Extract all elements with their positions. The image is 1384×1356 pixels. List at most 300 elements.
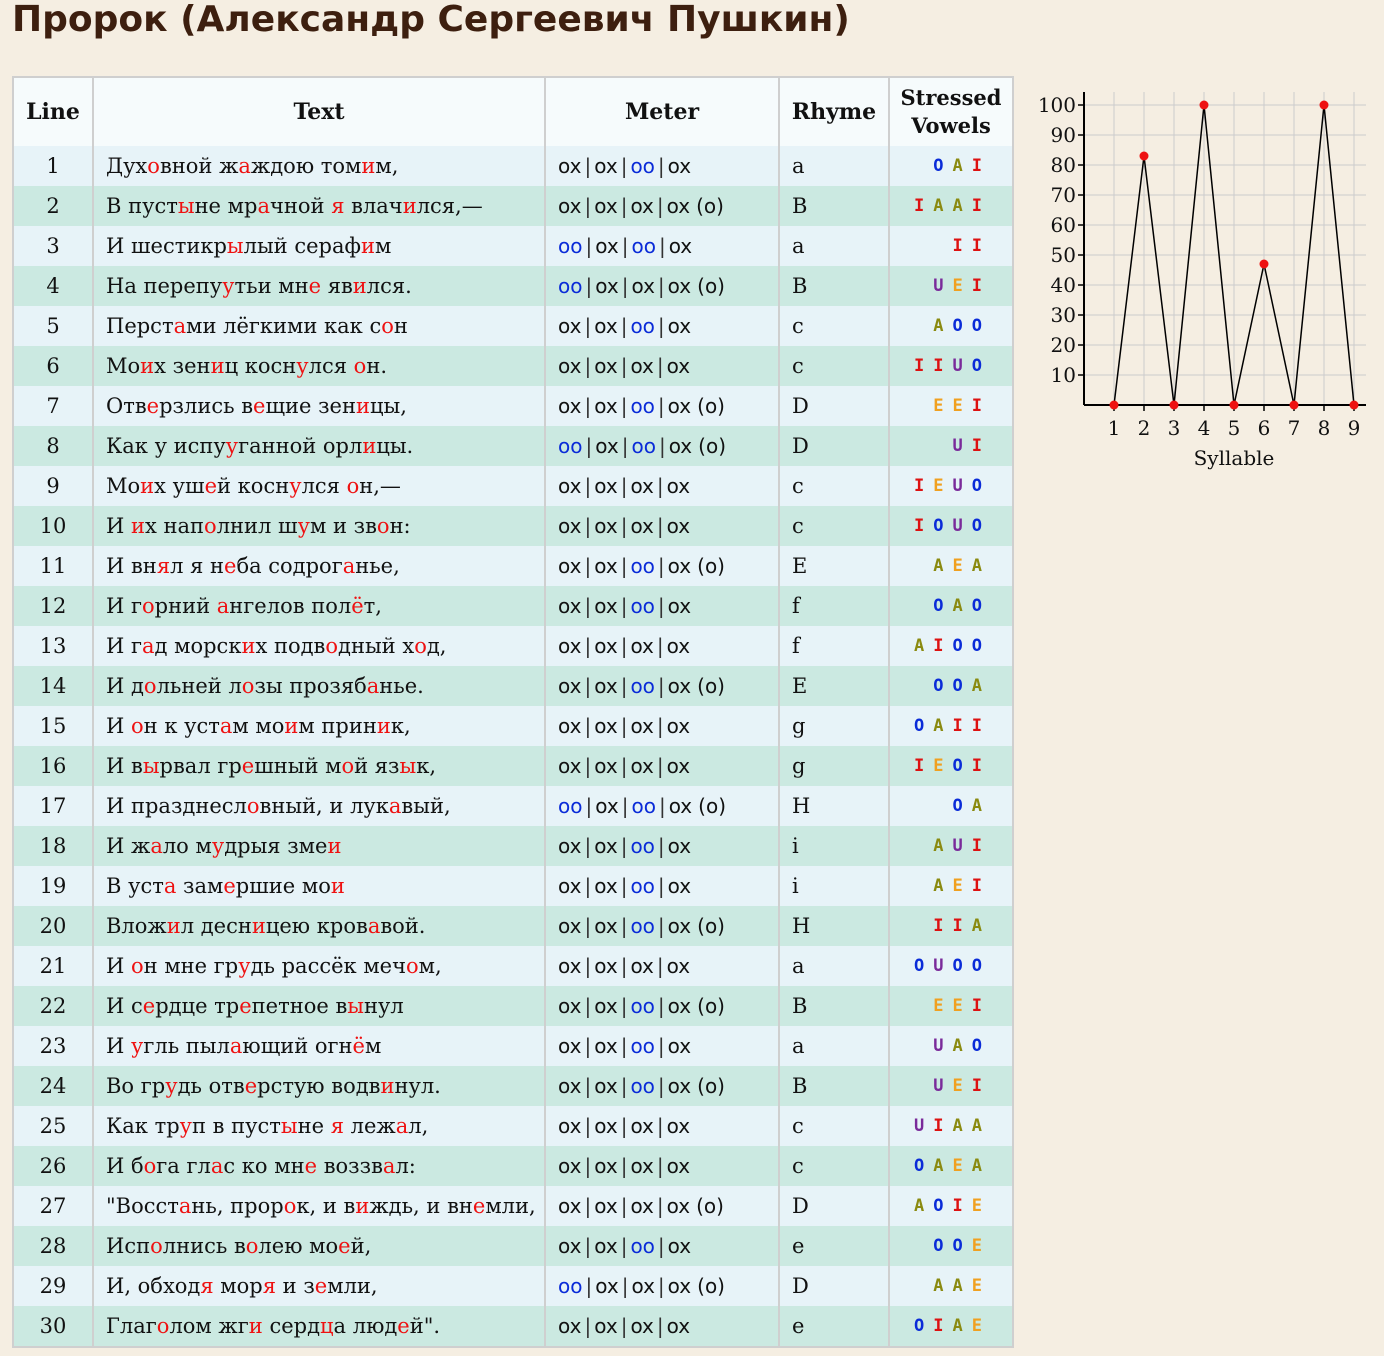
meter-foot: (o) bbox=[697, 914, 725, 938]
verse-text-cell bbox=[93, 706, 545, 746]
stressed-vowel-tag: A bbox=[952, 1316, 963, 1336]
text-segment: мор bbox=[213, 1274, 263, 1298]
text-segment: х зен bbox=[154, 354, 211, 378]
stressed-vowel-tag: A bbox=[971, 556, 982, 576]
text-segment: д морск bbox=[154, 634, 242, 658]
text-segment: к, bbox=[416, 754, 437, 778]
foot-separator: | bbox=[584, 474, 592, 498]
stressed-vowels-cell bbox=[889, 466, 1013, 506]
foot-separator: | bbox=[620, 994, 628, 1018]
stressed-vowel: и bbox=[284, 714, 299, 738]
text-segment: н: bbox=[389, 514, 411, 538]
data-point bbox=[1230, 401, 1239, 410]
stressed-vowel: ы bbox=[399, 754, 417, 778]
table-row bbox=[13, 986, 1013, 1026]
analysis-table bbox=[12, 76, 1014, 1348]
text-segment: м bbox=[364, 1034, 382, 1058]
text-segment: И bbox=[106, 1034, 131, 1058]
meter-foot: ox bbox=[594, 874, 618, 898]
meter-foot: ox bbox=[594, 154, 618, 178]
data-point bbox=[1170, 401, 1179, 410]
stressed-vowels-cell bbox=[889, 866, 1013, 906]
meter-foot: oo bbox=[630, 594, 655, 618]
text-segment: И шестикр bbox=[106, 234, 227, 258]
meter-cell bbox=[545, 1026, 779, 1066]
header-line: Line bbox=[13, 77, 93, 146]
stressed-vowel: я bbox=[330, 1114, 344, 1138]
text-segment: х подв bbox=[255, 634, 326, 658]
foot-separator: | bbox=[584, 194, 592, 218]
foot-separator: | bbox=[584, 154, 592, 178]
table-row bbox=[13, 426, 1013, 466]
text-segment: лся,— bbox=[416, 194, 483, 218]
stressed-vowel-tag: I bbox=[971, 236, 982, 256]
text-segment: н к уст bbox=[143, 714, 220, 738]
foot-separator: | bbox=[585, 434, 593, 458]
verse-text-cell bbox=[93, 666, 545, 706]
table-row bbox=[13, 346, 1013, 386]
verse-text-cell bbox=[93, 226, 545, 266]
text-segment: лся bbox=[308, 354, 354, 378]
meter-foot: ox bbox=[630, 1194, 654, 1218]
meter-foot: ox bbox=[630, 1314, 654, 1338]
stressed-vowels-cell bbox=[889, 1106, 1013, 1146]
stressed-vowel: е bbox=[204, 474, 217, 498]
meter-foot: ox bbox=[558, 474, 582, 498]
stressed-vowel-tag: U bbox=[933, 956, 944, 976]
meter-foot: ox bbox=[594, 1234, 618, 1258]
foot-separator: | bbox=[656, 1314, 664, 1338]
table-row bbox=[13, 1066, 1013, 1106]
data-point bbox=[1320, 101, 1329, 110]
text-segment: л десн bbox=[180, 914, 252, 938]
stressed-vowel-tag: E bbox=[971, 1236, 982, 1256]
verse-text-cell bbox=[93, 1066, 545, 1106]
verse-text-cell bbox=[93, 1106, 545, 1146]
stressed-vowel: а bbox=[395, 1114, 409, 1138]
meter-foot: ox bbox=[666, 1114, 691, 1138]
stressed-vowel-tag: O bbox=[933, 1196, 944, 1216]
text-segment: Глаг bbox=[106, 1314, 157, 1338]
stressed-vowel: е bbox=[146, 394, 160, 418]
stressed-vowel: о bbox=[131, 954, 144, 978]
stressed-vowel-tag: I bbox=[933, 1316, 944, 1336]
stressed-vowel-tag: A bbox=[933, 196, 944, 216]
y-tick-label: 90 bbox=[1050, 123, 1076, 147]
meter-foot: ox bbox=[594, 1074, 618, 1098]
stressed-vowel-tag: O bbox=[971, 356, 982, 376]
line-number-cell: 20 bbox=[13, 906, 93, 946]
text-segment: не мр bbox=[194, 194, 258, 218]
stressed-vowel: ё bbox=[352, 1034, 365, 1058]
text-segment: с ко мн bbox=[223, 1154, 305, 1178]
foot-separator: | bbox=[620, 1154, 628, 1178]
verse-text-cell bbox=[93, 1146, 545, 1186]
text-segment: цею кров bbox=[265, 914, 368, 938]
text-segment: й, bbox=[350, 1234, 372, 1258]
rhyme-cell: g bbox=[779, 706, 889, 746]
stressed-vowel-tag: A bbox=[952, 156, 963, 176]
foot-separator: | bbox=[585, 274, 593, 298]
stressed-vowel: у bbox=[211, 834, 225, 858]
table-row bbox=[13, 1266, 1013, 1306]
verse-text-cell bbox=[93, 1186, 545, 1226]
foot-separator: | bbox=[584, 514, 592, 538]
meter-foot: ox bbox=[594, 834, 618, 858]
verse-text-cell bbox=[93, 306, 545, 346]
stressed-vowel-tag: A bbox=[933, 556, 944, 576]
text-segment: гль пыл bbox=[143, 1034, 230, 1058]
stressed-vowel: о bbox=[341, 754, 355, 778]
meter-foot: ox bbox=[666, 514, 691, 538]
text-segment: лся bbox=[301, 474, 347, 498]
stressed-vowel: у bbox=[165, 1074, 178, 1098]
stressed-vowel: о bbox=[131, 714, 144, 738]
meter-cell bbox=[545, 1306, 779, 1347]
foot-separator: | bbox=[657, 274, 665, 298]
meter-cell bbox=[545, 186, 779, 226]
rhyme-cell: D bbox=[779, 1266, 889, 1306]
header-rhyme: Rhyme bbox=[779, 77, 889, 146]
table-row bbox=[13, 866, 1013, 906]
stressed-vowels-cell bbox=[889, 186, 1013, 226]
meter-cell bbox=[545, 1146, 779, 1186]
stressed-vowel-tag: A bbox=[971, 796, 982, 816]
x-tick-label: 4 bbox=[1197, 416, 1211, 440]
stressed-vowel: и bbox=[210, 354, 225, 378]
foot-separator: | bbox=[657, 674, 665, 698]
meter-foot: ox bbox=[558, 594, 582, 618]
rhyme-cell: c bbox=[779, 506, 889, 546]
foot-separator: | bbox=[584, 754, 592, 778]
meter-foot: (o) bbox=[697, 554, 725, 578]
text-segment: Как тр bbox=[106, 1114, 180, 1138]
stressed-vowels-cell bbox=[889, 986, 1013, 1026]
stressed-vowel-tag: O bbox=[971, 1036, 982, 1056]
foot-separator: | bbox=[620, 1194, 628, 1218]
x-tick-label: 6 bbox=[1257, 416, 1271, 440]
stressed-vowel-tag: U bbox=[952, 476, 963, 496]
stressed-vowel: о bbox=[405, 954, 419, 978]
stressed-vowels-cell bbox=[889, 706, 1013, 746]
stressed-vowel: и bbox=[352, 274, 367, 298]
text-segment: нул. bbox=[394, 1074, 441, 1098]
stressed-vowel: о bbox=[381, 314, 394, 338]
stressed-vowel-tag: I bbox=[933, 356, 944, 376]
meter-foot: ox bbox=[558, 714, 582, 738]
meter-foot: ox bbox=[667, 1234, 692, 1258]
meter-cell bbox=[545, 826, 779, 866]
stressed-vowel-tag: U bbox=[914, 1116, 925, 1136]
line-number-cell: 15 bbox=[13, 706, 93, 746]
stressed-vowel: и bbox=[241, 634, 256, 658]
foot-separator: | bbox=[620, 154, 628, 178]
foot-separator: | bbox=[620, 754, 628, 778]
text-segment: лый сераф bbox=[243, 234, 361, 258]
verse-text-cell bbox=[93, 826, 545, 866]
text-segment: п в пуст bbox=[192, 1114, 281, 1138]
table-row bbox=[13, 226, 1013, 266]
table-row bbox=[13, 186, 1013, 226]
table-row bbox=[13, 826, 1013, 866]
rhyme-cell: D bbox=[779, 426, 889, 466]
foot-separator: | bbox=[620, 514, 628, 538]
verse-text-cell bbox=[93, 866, 545, 906]
rhyme-cell: a bbox=[779, 226, 889, 266]
stressed-vowel-tag: A bbox=[933, 1156, 944, 1176]
rhyme-cell: c bbox=[779, 1146, 889, 1186]
meter-cell bbox=[545, 306, 779, 346]
text-segment: Во гр bbox=[106, 1074, 166, 1098]
foot-separator: | bbox=[621, 434, 629, 458]
text-segment: "Восст bbox=[106, 1194, 179, 1218]
stressed-vowel: а bbox=[366, 674, 380, 698]
stressed-vowel-tag: A bbox=[952, 596, 963, 616]
stressed-vowel: о bbox=[245, 1234, 259, 1258]
foot-separator: | bbox=[584, 594, 592, 618]
y-tick-label: 40 bbox=[1050, 273, 1076, 297]
y-tick-label: 30 bbox=[1050, 303, 1076, 327]
stressed-vowel: у bbox=[289, 474, 302, 498]
y-tick-label: 100 bbox=[1037, 93, 1076, 117]
meter-foot: ox bbox=[558, 954, 582, 978]
table-row bbox=[13, 466, 1013, 506]
meter-foot: oo bbox=[630, 314, 655, 338]
meter-foot: ox bbox=[630, 754, 654, 778]
stressed-vowel-tag: I bbox=[952, 1196, 963, 1216]
text-segment: И г bbox=[106, 634, 142, 658]
text-segment: й яз bbox=[354, 754, 400, 778]
meter-foot: (o) bbox=[697, 674, 725, 698]
meter-foot: ox bbox=[631, 1274, 655, 1298]
text-segment: м, bbox=[418, 954, 442, 978]
line-number-cell: 29 bbox=[13, 1266, 93, 1306]
stressed-vowel: и bbox=[248, 1314, 263, 1338]
stressed-vowel: ы bbox=[347, 994, 364, 1018]
text-segment: Как у испу bbox=[106, 434, 226, 458]
stressed-vowel-tag: A bbox=[952, 1276, 963, 1296]
meter-cell bbox=[545, 146, 779, 186]
rhyme-cell: c bbox=[779, 466, 889, 506]
meter-foot: ox bbox=[667, 874, 692, 898]
rhyme-cell: B bbox=[779, 186, 889, 226]
stressed-vowel: о bbox=[204, 514, 217, 538]
stressed-vowel: и bbox=[131, 514, 145, 538]
line-number-cell: 19 bbox=[13, 866, 93, 906]
stressed-vowel: ы bbox=[226, 234, 244, 258]
meter-foot: ox bbox=[667, 1274, 692, 1298]
stressed-vowel: о bbox=[346, 474, 360, 498]
text-segment: серд bbox=[262, 1314, 321, 1338]
stressed-vowels-cell bbox=[889, 666, 1013, 706]
foot-separator: | bbox=[657, 1274, 665, 1298]
text-segment: х нап bbox=[145, 514, 205, 538]
stressed-vowels-cell bbox=[889, 786, 1013, 826]
meter-foot: (o) bbox=[697, 1274, 725, 1298]
stressed-vowel: о bbox=[143, 674, 157, 698]
stressed-vowel: а bbox=[216, 594, 230, 618]
rhyme-cell: i bbox=[779, 866, 889, 906]
meter-cell bbox=[545, 586, 779, 626]
stressed-vowel: а bbox=[367, 914, 381, 938]
text-segment: И г bbox=[106, 594, 142, 618]
line-number-cell: 27 bbox=[13, 1186, 93, 1226]
text-segment: ба содрог bbox=[236, 554, 343, 578]
text-segment: цы. bbox=[376, 434, 414, 458]
stressed-vowel-tag: E bbox=[952, 1076, 963, 1096]
meter-foot: (o) bbox=[696, 194, 724, 218]
meter-foot: oo bbox=[630, 834, 655, 858]
foot-separator: | bbox=[584, 994, 592, 1018]
stressed-vowel-tag: I bbox=[971, 836, 982, 856]
meter-foot: ox bbox=[668, 234, 693, 258]
header-stressed-vowels bbox=[889, 77, 1013, 146]
rhyme-cell: E bbox=[779, 666, 889, 706]
meter-foot: ox bbox=[594, 514, 618, 538]
stressed-vowel-tag: I bbox=[952, 236, 963, 256]
meter-foot: ox bbox=[594, 314, 618, 338]
line-number-cell: 16 bbox=[13, 746, 93, 786]
data-point bbox=[1110, 401, 1119, 410]
stressed-vowel-tag: E bbox=[933, 996, 944, 1016]
meter-foot: ox bbox=[667, 914, 692, 938]
line-number-cell: 4 bbox=[13, 266, 93, 306]
line-number-cell: 17 bbox=[13, 786, 93, 826]
line-number-cell: 22 bbox=[13, 986, 93, 1026]
stressed-vowel-tag: O bbox=[971, 516, 982, 536]
stressed-vowel-tag: I bbox=[971, 396, 982, 416]
meter-foot: ox bbox=[667, 1034, 692, 1058]
line-number-cell: 8 bbox=[13, 426, 93, 466]
table-body bbox=[13, 146, 1013, 1347]
stressed-vowel-tag: O bbox=[952, 636, 963, 656]
text-segment: вой. bbox=[380, 914, 426, 938]
foot-separator: | bbox=[584, 914, 592, 938]
meter-foot: oo bbox=[558, 234, 583, 258]
meter-foot: ox bbox=[558, 514, 582, 538]
meter-foot: ox bbox=[666, 1194, 691, 1218]
meter-foot: oo bbox=[630, 674, 655, 698]
foot-separator: | bbox=[657, 594, 665, 618]
meter-cell bbox=[545, 1186, 779, 1226]
stressed-vowel-tag: E bbox=[952, 276, 963, 296]
meter-foot: ox bbox=[558, 1314, 582, 1338]
foot-separator: | bbox=[620, 954, 628, 978]
meter-foot: (o) bbox=[697, 394, 725, 418]
stressed-vowel: е bbox=[314, 1274, 328, 1298]
text-segment: ло м bbox=[162, 834, 212, 858]
verse-text-cell bbox=[93, 626, 545, 666]
foot-separator: | bbox=[621, 794, 629, 818]
stressed-vowel-tag: O bbox=[933, 156, 944, 176]
meter-foot: ox bbox=[667, 394, 692, 418]
meter-foot: ox bbox=[558, 1234, 582, 1258]
foot-separator: | bbox=[620, 674, 628, 698]
table-row bbox=[13, 1026, 1013, 1066]
meter-foot: ox bbox=[667, 834, 692, 858]
y-tick-label: 10 bbox=[1050, 363, 1076, 387]
text-segment: вый, bbox=[401, 794, 451, 818]
meter-foot: ox bbox=[594, 1194, 618, 1218]
stressed-vowel-tag: O bbox=[952, 756, 963, 776]
stressed-vowel-tag: I bbox=[914, 516, 925, 536]
rhyme-cell: e bbox=[779, 1226, 889, 1266]
foot-separator: | bbox=[585, 234, 593, 258]
stressed-vowels-cell bbox=[889, 626, 1013, 666]
rhyme-cell: B bbox=[779, 986, 889, 1026]
foot-separator: | bbox=[657, 314, 665, 338]
stressed-vowel: е bbox=[244, 1074, 258, 1098]
stressed-vowel-tag: A bbox=[933, 836, 944, 856]
data-point bbox=[1260, 260, 1269, 269]
line-number-cell: 26 bbox=[13, 1146, 93, 1186]
stressed-vowel: у bbox=[222, 274, 235, 298]
meter-foot: ox bbox=[595, 434, 619, 458]
text-segment: рдце тр bbox=[155, 994, 240, 1018]
text-segment: д, bbox=[426, 634, 447, 658]
stressed-vowels-cell bbox=[889, 906, 1013, 946]
table-row bbox=[13, 146, 1013, 186]
text-segment: И вн bbox=[106, 554, 157, 578]
foot-separator: | bbox=[657, 554, 665, 578]
stressed-vowel-tag: O bbox=[971, 596, 982, 616]
meter-cell bbox=[545, 546, 779, 586]
foot-separator: | bbox=[584, 354, 592, 378]
foot-separator: | bbox=[658, 794, 666, 818]
line-number-cell: 13 bbox=[13, 626, 93, 666]
stressed-vowel-tag: A bbox=[952, 1036, 963, 1056]
verse-text-cell bbox=[93, 346, 545, 386]
foot-separator: | bbox=[656, 1114, 664, 1138]
foot-separator: | bbox=[658, 434, 666, 458]
meter-cell bbox=[545, 466, 779, 506]
stressed-vowel: а bbox=[219, 714, 233, 738]
stressed-vowel-tag: I bbox=[971, 716, 982, 736]
verse-text-cell bbox=[93, 146, 545, 186]
text-segment: лнил ш bbox=[216, 514, 298, 538]
stressed-vowel-tag: E bbox=[933, 396, 944, 416]
meter-foot: oo bbox=[631, 794, 656, 818]
foot-separator: | bbox=[620, 1034, 628, 1058]
stressed-vowels-cell bbox=[889, 426, 1013, 466]
stressed-vowel: о bbox=[376, 514, 390, 538]
stressed-vowel-tag: I bbox=[933, 636, 944, 656]
line-number-cell: 14 bbox=[13, 666, 93, 706]
rhyme-cell: H bbox=[779, 786, 889, 826]
meter-cell bbox=[545, 1106, 779, 1146]
meter-foot: ox bbox=[558, 394, 582, 418]
rhyme-cell: B bbox=[779, 1066, 889, 1106]
text-segment: петное в bbox=[251, 994, 348, 1018]
stressed-vowel: о bbox=[150, 1234, 163, 1258]
stressed-vowel: у bbox=[131, 1034, 144, 1058]
text-segment: Дух bbox=[106, 154, 148, 178]
text-segment: вной ж bbox=[159, 154, 239, 178]
text-segment: м и зв bbox=[309, 514, 377, 538]
stress-chart bbox=[1018, 80, 1368, 470]
foot-separator: | bbox=[657, 914, 665, 938]
stressed-vowel-tag: U bbox=[952, 356, 963, 376]
stressed-vowel: я bbox=[156, 554, 171, 578]
stressed-vowel: ё bbox=[351, 594, 364, 618]
stressed-vowel-tag: O bbox=[971, 636, 982, 656]
stressed-vowel: и bbox=[356, 394, 370, 418]
text-segment: ц косн bbox=[224, 354, 297, 378]
text-segment: дный х bbox=[338, 634, 415, 658]
verse-text-cell bbox=[93, 186, 545, 226]
text-segment: рвал гр bbox=[159, 754, 242, 778]
meter-foot: ox bbox=[594, 1154, 618, 1178]
